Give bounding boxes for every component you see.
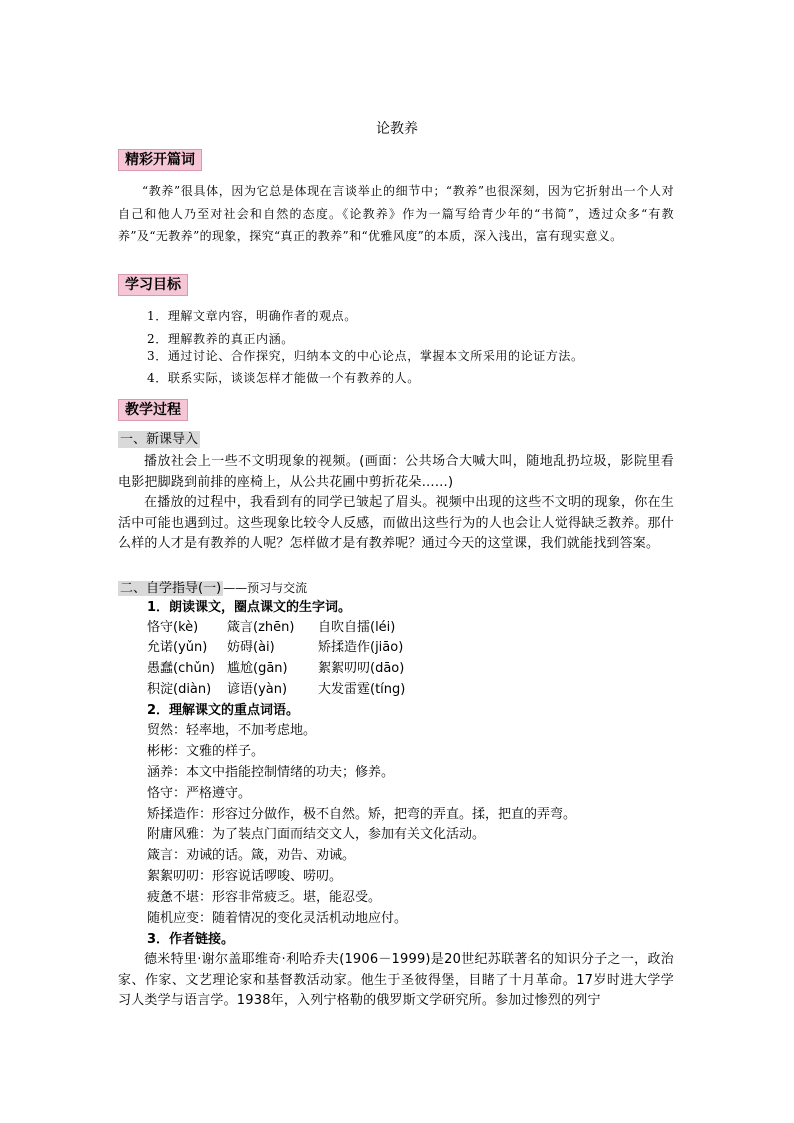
part2-heading-suffix: ——预习与交流 <box>223 581 308 595</box>
vocab-word: 尴尬(gān) <box>227 661 288 676</box>
vocab-word: 大发雷霆(tíng) <box>318 682 406 697</box>
vocab-word: 妨碍(ài) <box>227 640 275 655</box>
vocab-word: 矫揉造作(jiāo) <box>318 640 404 655</box>
definition-item: 贸然：轻率地，不加考虑地。 <box>147 723 317 738</box>
section-label-goals: 学习目标 <box>118 274 188 296</box>
author-paragraph: 德米特里·谢尔盖耶维奇·利哈乔夫(1906－1999)是20世纪苏联著名的知识分子之一，政治家、作家、文艺理论家和基督教活动家。他生于圣彼得堡，目睹了十月革命。17岁时进大学学习人类学与语言学。1938年，入列宁格勒的俄罗斯文学研究所。参加过惨烈的列宁 <box>118 952 674 1008</box>
vocab-word: 絮絮叨叨(dāo) <box>318 661 405 676</box>
section-label-process: 教学过程 <box>118 399 188 421</box>
definition-item: 涵养：本文中指能控制情绪的功夫；修养。 <box>147 765 395 780</box>
part1-paragraph-1: 播放社会上一些不文明现象的视频。(画面：公共场合大喊大叫，随地乱扔垃圾，影院里看电影把脚跷到前排的座椅上，从公共花圃中剪折花朵……) <box>118 454 674 490</box>
definition-item: 疲惫不堪：形容非常疲乏。堪，能忍受。 <box>147 890 382 905</box>
definition-item: 附庸风雅：为了装点门面而结交文人，参加有关文化活动。 <box>147 827 486 842</box>
part2-heading: 二、自学指导(一) <box>120 581 222 596</box>
vocab-word: 谚语(yàn) <box>227 682 288 697</box>
part1-heading: 一、新课导入 <box>120 432 199 447</box>
part2-heading-row <box>118 577 307 597</box>
section-label-opening: 精彩开篇词 <box>118 149 202 171</box>
definition-item: 彬彬：文雅的样子。 <box>147 744 265 759</box>
definition-item: 矫揉造作：形容过分做作，极不自然。矫，把弯的弄直。揉，把直的弄弯。 <box>147 807 577 822</box>
item-2-heading: 2．理解课文的重点词语。 <box>147 703 300 718</box>
opening-paragraph: “教养”很具体，因为它总是体现在言谈举止的细节中；“教养”也很深刻，因为它折射出一个人对自己和他人乃至对社会和自然的态度。《论教养》作为一篇写给青少年的“书简”，透过众多“有教养”及“无教养”的现象，探究“真正的教养”和“优雅风度”的本质，深入浅出，富有现实意义。 <box>118 184 674 243</box>
vocab-word: 积淀(diàn) <box>147 682 212 697</box>
goal-item: 2．理解教养的真正内涵。 <box>147 332 294 346</box>
page-title: 论教养 <box>376 121 418 137</box>
definition-item: 恪守：严格遵守。 <box>147 786 252 801</box>
goal-item: 1．理解文章内容，明确作者的观点。 <box>147 309 357 323</box>
vocab-word: 自吹自擂(léi) <box>318 620 396 635</box>
goal-item: 3．通过讨论、合作探究，归纳本文的中心论点，掌握本文所采用的论证方法。 <box>147 349 584 363</box>
vocab-word: 箴言(zhēn) <box>227 620 295 635</box>
definition-item: 随机应变：随着情况的变化灵活机动地应付。 <box>147 911 408 926</box>
definition-item: 絮絮叨叨：形容说话啰唆、唠叨。 <box>147 869 343 884</box>
item-3-heading: 3．作者链接。 <box>147 932 235 947</box>
goal-item: 4．联系实际，谈谈怎样才能做一个有教养的人。 <box>147 371 420 385</box>
item-1-heading: 1．朗读课文，圈点课文的生字词。 <box>147 600 352 615</box>
vocab-word: 愚蠢(chǔn) <box>147 661 216 676</box>
definition-item: 箴言：劝诫的话。箴，劝告、劝诫。 <box>147 848 356 863</box>
vocab-word: 允诺(yǔn) <box>147 640 208 655</box>
vocab-word: 恪守(kè) <box>147 620 199 635</box>
part1-paragraph-2: 在播放的过程中，我看到有的同学已皱起了眉头。视频中出现的这些不文明的现象，你在生活中可能也遇到过。这些现象比较令人反感，而做出这些行为的人也会让人觉得缺乏教养。那什么样的人才是有教养的人呢？怎样做才是有教养呢？通过今天的这堂课，我们就能找到答案。 <box>118 495 674 551</box>
